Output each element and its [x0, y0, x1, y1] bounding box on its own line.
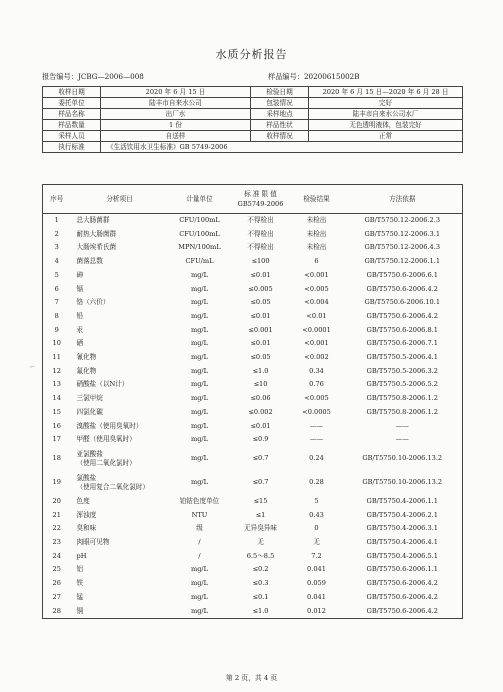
- info-row: [43, 120, 463, 131]
- result-row: [43, 283, 463, 297]
- result-no: 19: [52, 478, 61, 487]
- result-row: [43, 522, 463, 536]
- result-unit: NTU: [191, 510, 208, 519]
- result-value: <0.001: [304, 339, 329, 348]
- info-value: 《生活饮用水卫生标准》GB 5749-2006: [101, 142, 463, 153]
- header-result: 检验结果: [291, 185, 343, 214]
- result-unit: mg/L: [190, 311, 209, 320]
- result-row: [43, 269, 463, 283]
- result-no: 26: [52, 579, 61, 588]
- result-unit: CFU/100mL: [179, 229, 220, 238]
- result-item: 三氯甲烷: [76, 394, 103, 403]
- result-no: 16: [52, 421, 61, 430]
- result-unit: mg/L: [190, 339, 209, 348]
- header-item: 分析项目: [71, 185, 169, 214]
- result-item: 氟化物: [76, 366, 97, 375]
- result-no: 15: [52, 407, 61, 416]
- result-row: [43, 310, 463, 324]
- result-limit: ≤0.3: [252, 579, 269, 588]
- result-row: [43, 255, 463, 269]
- info-value: 出厂水: [101, 109, 251, 120]
- result-unit: mg/L: [190, 380, 209, 389]
- result-value: ——: [309, 435, 324, 444]
- result-method: GB/T5750.6-2006.4.2: [366, 311, 438, 320]
- result-unit: mg/L: [190, 606, 209, 615]
- result-row: [43, 406, 463, 420]
- result-item: 汞: [76, 325, 84, 334]
- info-key: 收样情况: [251, 131, 309, 142]
- result-row: [43, 378, 463, 392]
- result-unit: mg/L: [190, 407, 209, 416]
- info-key: 样品性状: [251, 120, 309, 131]
- result-limit: ≤0.01: [250, 339, 271, 348]
- result-value: 5: [314, 496, 319, 505]
- result-no: 1: [54, 216, 59, 224]
- result-method: ——: [395, 435, 409, 444]
- result-no: 7: [54, 298, 59, 307]
- result-row: [43, 471, 463, 495]
- header-method: 方法依据: [343, 185, 463, 214]
- info-value: 2020 年 6 月 15 日: [101, 87, 251, 98]
- result-limit: 无异臭异味: [244, 524, 277, 533]
- result-no: 20: [52, 496, 61, 505]
- info-value: 陆丰市自来水公司: [101, 98, 251, 109]
- result-limit: 不得检出: [247, 216, 274, 224]
- result-method: GB/T5750.5-2006.4.1: [366, 353, 438, 362]
- result-no: 14: [52, 394, 61, 403]
- result-unit: mg/L: [190, 353, 209, 362]
- result-no: 13: [52, 380, 61, 389]
- result-item: 臭和味: [76, 524, 97, 533]
- info-row: [43, 142, 463, 153]
- info-key: 采样地点: [251, 109, 309, 120]
- result-no: 11: [52, 353, 61, 362]
- sample-info-table: [42, 86, 463, 153]
- result-no: 10: [52, 339, 61, 348]
- result-item: 铝: [76, 565, 84, 574]
- result-no: 5: [54, 270, 59, 279]
- info-row: [43, 109, 463, 120]
- result-value: <0.005: [304, 394, 329, 403]
- result-limit: ≤0.002: [248, 407, 273, 416]
- result-limit: ≤0.2: [252, 565, 269, 574]
- result-unit: MPN/100mL: [178, 243, 221, 252]
- result-limit: ≤1.0: [252, 366, 269, 375]
- result-no: 8: [54, 311, 59, 320]
- result-row: [43, 605, 463, 619]
- result-method: ——: [395, 421, 409, 430]
- result-value: 0.43: [309, 510, 324, 519]
- result-value: 0.041: [307, 565, 326, 574]
- info-key: 收样日期: [43, 87, 101, 98]
- result-unit: mg/L: [190, 366, 209, 375]
- result-no: 23: [52, 538, 61, 547]
- result-unit: mg/L: [190, 298, 209, 307]
- result-unit: mg/L: [190, 435, 209, 444]
- result-no: 3: [54, 243, 59, 252]
- result-value: 7.2: [311, 551, 322, 560]
- result-item: 硝酸盐（以N计）: [76, 380, 129, 389]
- result-unit: /: [198, 538, 201, 547]
- result-limit: ≤1: [255, 510, 266, 519]
- result-method: GB/T5750.6-2006.10.1: [364, 298, 441, 307]
- info-row: [43, 131, 463, 142]
- result-method: GB/T5750.5-2006.3.2: [366, 366, 438, 375]
- result-item: 菌落总数: [76, 257, 103, 266]
- result-limit: ≤1.0: [252, 606, 269, 615]
- result-limit: 6.5～8.5: [246, 551, 275, 560]
- result-method: GB/T5750.4-2006.5.1: [366, 551, 438, 560]
- info-value: 无色透明液体，包装完好: [309, 120, 463, 131]
- margin-mark: ⌐: [30, 364, 36, 371]
- result-row: [43, 241, 463, 255]
- result-method: GB/T5750.6-2006.7.1: [366, 339, 438, 348]
- report-number: 报告编号：JCBG—2006—008: [42, 72, 144, 81]
- result-value: 0.059: [307, 579, 326, 588]
- result-limit: 不得检出: [247, 229, 274, 238]
- result-value: 0.76: [309, 380, 324, 389]
- result-item: 锰: [76, 592, 84, 601]
- result-no: 6: [54, 284, 59, 293]
- result-item: 氯酸盐 （使用复合二氧化氯时）: [76, 473, 150, 491]
- info-key: 执行标准: [43, 142, 101, 153]
- result-unit: mg/L: [190, 325, 209, 334]
- info-value: 1 份: [101, 120, 251, 131]
- result-item: 铅: [76, 311, 84, 320]
- result-method: GB/T5750.4-2006.3.1: [366, 524, 438, 533]
- report-title: 水质分析报告: [215, 48, 288, 61]
- result-value: 未检出: [306, 216, 327, 224]
- result-unit: 铂钴色度单位: [179, 496, 220, 505]
- result-value: 无: [313, 538, 320, 547]
- result-item: 砷: [76, 270, 84, 279]
- result-row: [43, 351, 463, 365]
- result-no: 17: [52, 435, 61, 444]
- result-item: 铜: [76, 606, 84, 615]
- header-no: 序号: [43, 185, 71, 214]
- result-item: 铁: [76, 579, 84, 588]
- result-limit: ≤0.01: [250, 311, 271, 320]
- result-no: 18: [52, 454, 61, 463]
- result-value: 未检出: [306, 229, 327, 238]
- result-limit: ≤0.005: [248, 284, 273, 293]
- info-value: 2020 年 6 月 15 日—2020 年 6 月 28 日: [309, 87, 463, 98]
- result-method: GB/T5750.6-2006.6.1: [366, 270, 438, 279]
- result-value: <0.0001: [302, 325, 331, 334]
- result-unit: mg/L: [190, 284, 209, 293]
- info-key: 采样人员: [43, 131, 101, 142]
- result-value: <0.004: [304, 298, 329, 307]
- result-method: GB/T5750.12-2006.2.3: [364, 216, 441, 224]
- result-unit: 级: [196, 524, 203, 533]
- result-limit: ≤0.9: [252, 435, 269, 444]
- result-item: 氰化物: [76, 353, 97, 362]
- result-method: GB/T5750.10-2006.13.2: [362, 454, 443, 463]
- result-value: <0.0005: [302, 407, 331, 416]
- result-value: <0.001: [304, 270, 329, 279]
- result-row: [43, 228, 463, 242]
- results-table: [42, 184, 463, 619]
- result-limit: ≤0.05: [250, 353, 271, 362]
- result-row: [43, 536, 463, 550]
- result-value: <0.002: [304, 353, 329, 362]
- result-no: 21: [52, 510, 61, 519]
- result-item: 耐热大肠菌群: [76, 229, 117, 238]
- results-header-row: [43, 185, 463, 214]
- result-no: 25: [52, 565, 61, 574]
- result-method: GB/T5750.6-2006.1.1: [366, 565, 438, 574]
- result-unit: mg/L: [190, 421, 209, 430]
- result-row: [43, 495, 463, 509]
- page-footer: 第 2 页，共 4 页: [225, 674, 278, 682]
- result-unit: mg/L: [190, 579, 209, 588]
- result-limit: 无: [257, 538, 264, 547]
- info-row: [43, 87, 463, 98]
- result-limit: ≤0.05: [250, 298, 271, 307]
- result-method: GB/T5750.8-2006.1.2: [366, 394, 438, 403]
- result-row: [43, 214, 463, 228]
- header-limit: 标 准 限 值 GB5749-2006: [231, 185, 291, 214]
- info-key: 包装情况: [251, 98, 309, 109]
- result-unit: CFU/mL: [185, 257, 214, 266]
- result-no: 27: [52, 592, 61, 601]
- result-item: 镉: [76, 284, 84, 293]
- result-limit: ≤0.01: [250, 270, 271, 279]
- info-value: 自送样: [101, 131, 251, 142]
- result-limit: ≤0.7: [252, 478, 269, 487]
- result-unit: /: [198, 551, 201, 560]
- result-item: 大肠埃希氏菌: [76, 243, 117, 252]
- info-value: 正常: [309, 131, 463, 142]
- result-method: GB/T5750.4-2006.4.1: [366, 538, 438, 547]
- sample-number: 样品编号：20200615002B: [268, 72, 360, 81]
- result-limit: ≤0.06: [250, 394, 271, 403]
- result-method: GB/T5750.5-2006.5.2: [366, 380, 438, 389]
- result-no: 24: [52, 551, 61, 560]
- result-limit: ≤10: [253, 380, 268, 389]
- result-item: 硒: [76, 339, 84, 348]
- header-unit: 计量单位: [169, 185, 231, 214]
- result-item: 铬（六价）: [76, 298, 110, 307]
- result-value: 0.24: [309, 454, 324, 463]
- result-item: 肉眼可见物: [76, 538, 110, 547]
- result-unit: mg/L: [190, 565, 209, 574]
- result-row: [43, 392, 463, 406]
- result-unit: mg/L: [190, 454, 209, 463]
- info-row: [43, 98, 463, 109]
- result-row: [43, 447, 463, 471]
- result-limit: ≤0.7: [252, 454, 269, 463]
- result-value: ——: [309, 421, 324, 430]
- result-value: 0.041: [307, 592, 326, 601]
- result-row: [43, 365, 463, 379]
- result-row: [43, 420, 463, 434]
- result-method: GB/T5750.6-2006.4.2: [366, 592, 438, 601]
- result-item: 浑浊度: [76, 510, 97, 519]
- info-value: 完好: [309, 98, 463, 109]
- result-row: [43, 433, 463, 447]
- result-unit: CFU/100mL: [179, 216, 220, 224]
- info-key: 检验日期: [251, 87, 309, 98]
- result-value: <0.01: [306, 311, 327, 320]
- result-limit: ≤0.001: [248, 325, 273, 334]
- result-item: pH: [76, 551, 87, 560]
- result-limit: 不得检出: [247, 243, 274, 252]
- result-limit: ≤100: [251, 257, 270, 266]
- result-method: GB/T5750.12-2006.4.3: [364, 243, 441, 252]
- result-no: 4: [54, 257, 59, 266]
- result-value: 0.012: [307, 606, 326, 615]
- result-value: <0.005: [304, 284, 329, 293]
- result-item: 色度: [76, 496, 90, 505]
- result-row: [43, 591, 463, 605]
- result-no: 28: [52, 606, 61, 615]
- result-method: GB/T5750.8-2006.1.2: [366, 407, 438, 416]
- result-value: 6: [314, 257, 319, 266]
- result-item: 亚氯酸盐 （使用二氧化氯时）: [76, 449, 136, 467]
- result-row: [43, 296, 463, 310]
- result-item: 四氯化碳: [76, 407, 103, 416]
- result-limit: ≤0.01: [250, 421, 271, 430]
- result-method: GB/T5750.6-2006.8.1: [366, 325, 438, 334]
- result-limit: ≤0.1: [252, 592, 269, 601]
- info-key: 委托单位: [43, 98, 101, 109]
- result-method: GB/T5750.10-2006.13.2: [362, 478, 443, 487]
- info-key: 样品数量: [43, 120, 101, 131]
- result-row: [43, 324, 463, 338]
- result-unit: mg/L: [190, 592, 209, 601]
- result-method: GB/T5750.4-2006.1.1: [366, 496, 438, 505]
- result-value: 未检出: [306, 243, 327, 252]
- result-value: 0.28: [309, 478, 324, 487]
- result-item: 溴酸盐（使用臭氧时）: [76, 421, 143, 430]
- result-method: GB/T5750.6-2006.4.2: [366, 606, 438, 615]
- result-value: 0.34: [309, 366, 324, 375]
- result-no: 12: [52, 366, 61, 375]
- result-no: 22: [52, 524, 61, 533]
- result-item: 甲醛（使用臭氧时）: [76, 435, 136, 444]
- result-row: [43, 550, 463, 564]
- result-method: GB/T5750.6-2006.4.2: [366, 284, 438, 293]
- result-method: GB/T5750.12-2006.1.1: [364, 257, 441, 266]
- result-row: [43, 563, 463, 577]
- result-row: [43, 337, 463, 351]
- result-method: GB/T5750.12-2006.3.1: [364, 229, 441, 238]
- result-value: 0: [314, 524, 319, 533]
- result-unit: mg/L: [190, 478, 209, 487]
- result-unit: mg/L: [190, 270, 209, 279]
- info-key: 样品名称: [43, 109, 101, 120]
- result-item: 总大肠菌群: [76, 216, 110, 224]
- result-limit: ≤15: [253, 496, 268, 505]
- result-method: GB/T5750.4-2006.2.1: [366, 510, 438, 519]
- result-method: GB/T5750.6-2006.4.2: [366, 579, 438, 588]
- info-value: 陆丰市自来水公司水厂: [309, 109, 463, 120]
- result-row: [43, 509, 463, 523]
- result-row: [43, 577, 463, 591]
- result-no: 9: [54, 325, 59, 334]
- result-no: 2: [54, 229, 59, 238]
- result-unit: mg/L: [190, 394, 209, 403]
